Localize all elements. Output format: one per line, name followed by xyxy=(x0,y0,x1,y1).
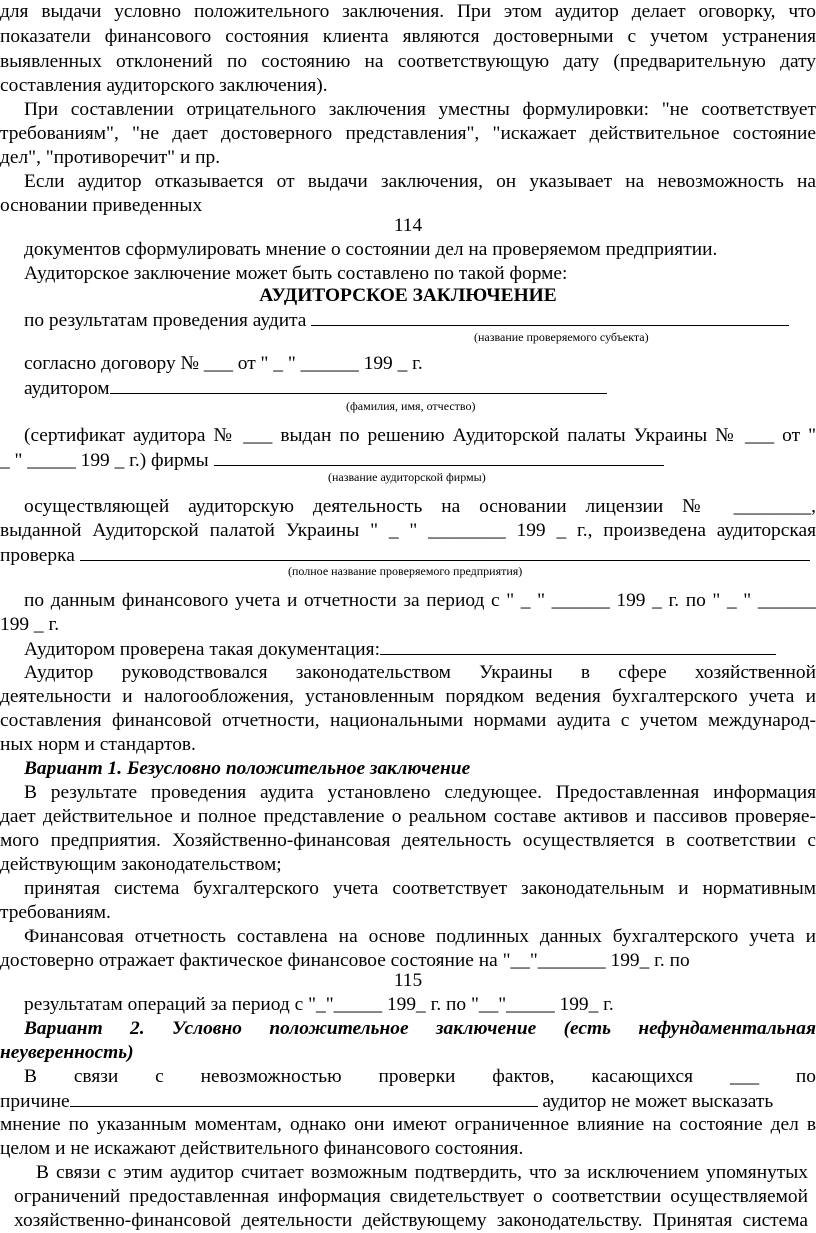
text-line: ных норм и стандартов. xyxy=(0,734,196,755)
text-line: В связи с этим аудитор считает возможным подтвердить, что за исключением упомянутых xyxy=(36,1162,808,1183)
text-line: Аудиторское заключение может быть составлено по такой форме: xyxy=(24,263,568,284)
form-line-reason: причине аудитор не может высказать xyxy=(0,1091,774,1112)
text-line: целом и не искажают действительного финансового состояния. xyxy=(0,1138,524,1159)
text-line: результатам операций за период с "_"_____ 199_ г. по "__"_____ 199_ г. xyxy=(24,994,614,1015)
text-line: согласно договору № ___ от " _ " ______ 199 _ г. xyxy=(24,353,423,374)
text-line: составления финансовой отчетности, национальными нормами аудита с учетом международ- xyxy=(0,710,816,731)
field-caption: (название проверяемого субъекта) xyxy=(474,330,649,344)
form-line-audit-subject: по результатам проведения аудита xyxy=(24,308,816,333)
blank-line xyxy=(70,1089,538,1107)
text-line: по данным финансового учета и отчетности за период с " _ " ______ 199 _ г. по " _ " ______ xyxy=(24,590,816,611)
field-caption: (название аудиторской фирмы) xyxy=(328,470,486,484)
variant-1-heading: Вариант 1. Безусловно положительное заключение xyxy=(24,758,471,779)
blank-line xyxy=(311,308,789,326)
text-line: показатели финансового состояния клиента являются достоверными с учетом устранения xyxy=(0,26,816,47)
text-line: (сертификат аудитора № ___ выдан по решению Аудиторской палаты Украины № ___ от " xyxy=(24,425,816,446)
text-line: Если аудитор отказывается от выдачи заключения, он указывает на невозможность на xyxy=(24,171,816,192)
text-line: дает действительное и полное представление о реальном составе активов и пассивов проверяе- xyxy=(0,806,816,827)
text-line: документов сформулировать мнение о состоянии дел на проверяемом предприятии. xyxy=(24,239,718,260)
text-line: дел", "противоречит" и пр. xyxy=(0,147,221,168)
form-line-documentation: Аудитором проверена такая документация: xyxy=(24,637,816,662)
form-line-checked-enterprise: проверка xyxy=(0,543,816,568)
text-line: В связи с невозможностью проверки фактов, касающихся ___ по xyxy=(24,1066,816,1087)
blank-line xyxy=(380,637,776,655)
page-number: 114 xyxy=(393,215,423,236)
text-line: составления аудиторского заключения). xyxy=(0,75,328,96)
form-line-firm: _ " _____ 199 _ г.) фирмы xyxy=(0,448,816,473)
text-line: мого предприятия. Хозяйственно-финансовая деятельность осуществляется в соответствии с xyxy=(0,830,816,851)
text-line: требованиям", "не дает достоверного представления", "искажает действительное состояние xyxy=(0,123,816,144)
blank-line xyxy=(110,376,607,394)
page-number: 115 xyxy=(393,970,423,991)
text-line: требованиям. xyxy=(0,902,111,923)
text-line: Аудитор руководствовался законодательством Украины в сфере хозяйственной xyxy=(24,662,816,683)
text-line: В результате проведения аудита установлено следующее. Предоставленная информация xyxy=(24,782,816,803)
blank-line xyxy=(214,448,664,466)
variant-2-heading: Вариант 2. Условно положительное заключение (есть нефундаментальная xyxy=(24,1018,816,1039)
variant-2-heading-cont: неуверенность) xyxy=(0,1042,134,1063)
text-line: выявленных отклонений по состоянию на соответствующую дату (предварительную дату xyxy=(0,51,816,72)
text-line: для выдачи условно положительного заключения. При этом аудитор делает оговорку, что xyxy=(0,1,816,22)
text-line: 199 _ г. xyxy=(0,614,60,635)
text-line: Финансовая отчетность составлена на основе подлинных данных бухгалтерского учета и xyxy=(24,926,816,947)
text-line: основании приведенных xyxy=(0,195,203,216)
text-line: хозяйственно-финансовой деятельности действующему законодательству. Принятая система xyxy=(14,1210,808,1231)
text-line: достоверно отражает фактическое финансовое состояние на "__"_______ 199_ г. по xyxy=(0,950,690,971)
text-line: деятельности и налогообложения, установленным порядком ведения бухгалтерского учета и xyxy=(0,686,816,707)
form-line-auditor: аудитором xyxy=(24,376,816,401)
field-caption: (фамилия, имя, отчество) xyxy=(346,399,476,413)
text-line: осуществляющей аудиторскую деятельность на основании лицензии № ________, xyxy=(24,496,816,517)
form-title: АУДИТОРСКОЕ ЗАКЛЮЧЕНИЕ xyxy=(259,285,557,306)
text-line: выданной Аудиторской палатой Украины " _ " ________ 199 _ г., произведена аудиторская xyxy=(0,520,816,541)
text-line: ограничений предоставленная информация свидетельствует о соответствии осуществляемой xyxy=(14,1186,808,1207)
text-line: мнение по указанным моментам, однако они имеют ограниченное влияние на состояние дел в xyxy=(0,1114,816,1135)
text-line: действующим законодательством; xyxy=(0,854,282,875)
blank-line xyxy=(80,543,810,561)
text-line: принятая система бухгалтерского учета соответствует законодательным и нормативным xyxy=(24,878,816,899)
text-line: При составлении отрицательного заключения уместны формулировки: "не соответствует xyxy=(24,99,816,120)
field-caption: (полное название проверяемого предприятия) xyxy=(288,564,523,578)
